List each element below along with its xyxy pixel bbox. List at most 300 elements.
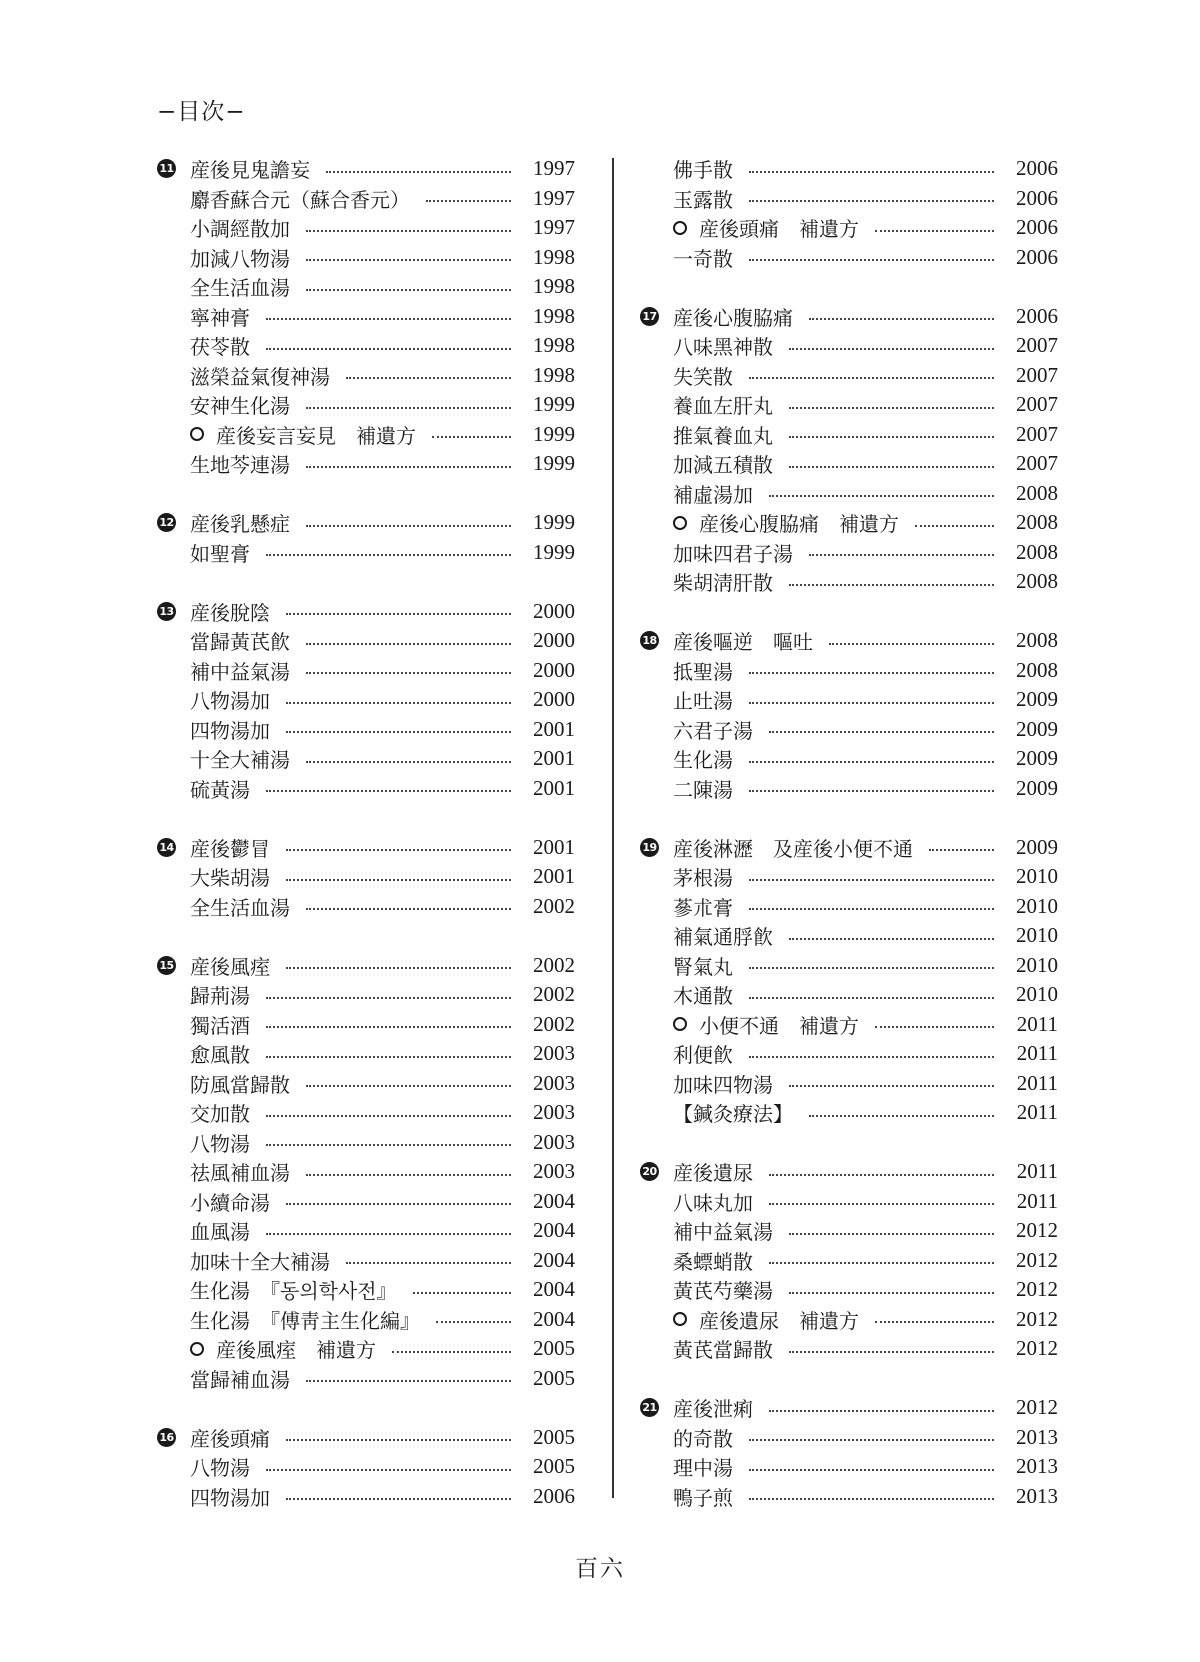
dot-leader: [915, 525, 994, 527]
entry-title: [673, 892, 733, 921]
dot-leader: [875, 1321, 994, 1323]
toc-entry-row: [157, 1246, 575, 1276]
dot-leader: [286, 1498, 511, 1500]
entry-title-text: 八味丸加: [673, 1190, 753, 1215]
entry-title-text: 止吐湯: [673, 689, 733, 714]
toc-entry-row: [157, 1216, 575, 1246]
entry-page-number: 2003: [533, 1100, 575, 1125]
section-number-icon: 14: [157, 838, 176, 857]
entry-title-text: 一奇散: [673, 246, 733, 271]
entry-title: [190, 715, 270, 744]
entry-page-number: 1998: [533, 362, 575, 387]
entry-page-number: 2010: [1016, 893, 1058, 918]
entry-title-text: 黃芪芍藥湯: [673, 1279, 773, 1304]
entry-title-text: 當歸補血湯: [190, 1367, 290, 1392]
entry-page-number: 2007: [1016, 362, 1058, 387]
toc-entry-row: [640, 1423, 1058, 1453]
open-circle-icon: [673, 1312, 687, 1326]
toc-section: [157, 597, 575, 804]
toc-entry-row: [157, 862, 575, 892]
entry-title: [673, 862, 733, 891]
toc-entry-row: [157, 1069, 575, 1099]
entry-title-text: 理中湯: [673, 1456, 733, 1481]
dot-leader: [266, 1115, 511, 1117]
entry-page-number: 2009: [1016, 687, 1058, 712]
toc-entry-row: [640, 420, 1058, 450]
entry-page-number: 2004: [533, 1277, 575, 1302]
entry-title-text: 推氣養血丸: [673, 423, 773, 448]
entry-title: [190, 361, 330, 390]
entry-page-number: 2003: [533, 1041, 575, 1066]
entry-title: [190, 184, 410, 213]
entry-title-text: 黃芪當歸散: [673, 1338, 773, 1363]
toc-entry-row: [157, 361, 575, 391]
toc-entry-row: [640, 862, 1058, 892]
toc-entry-row: [157, 184, 575, 214]
entry-page-number: 2013: [1016, 1424, 1058, 1449]
toc-entry-row: [640, 1098, 1058, 1128]
entry-title: [673, 508, 899, 537]
entry-title: [673, 538, 793, 567]
toc-heading-row: [640, 833, 1058, 863]
entry-title: [190, 1157, 290, 1186]
dot-leader: [306, 672, 511, 674]
entry-title-text: 四物湯加: [190, 1485, 270, 1510]
toc-entry-row: [640, 656, 1058, 686]
toc-entry-row: [157, 331, 575, 361]
entry-page-number: 2009: [1016, 746, 1058, 771]
dot-leader: [875, 230, 994, 232]
entry-title-text: 小便不通 補遺方: [699, 1013, 859, 1038]
toc-heading-row: [640, 626, 1058, 656]
entry-title: [190, 1039, 250, 1068]
entry-title: [190, 1452, 250, 1481]
dot-leader: [306, 466, 511, 468]
dot-leader: [829, 643, 994, 645]
entry-page-number: 1999: [533, 539, 575, 564]
toc-entry-row: [157, 243, 575, 273]
entry-page-number: 2002: [533, 982, 575, 1007]
entry-page-number: 2007: [1016, 392, 1058, 417]
toc-entry-row: [640, 567, 1058, 597]
entry-title-text: 補中益氣湯: [673, 1220, 773, 1245]
entry-page-number: 2011: [1016, 1041, 1058, 1066]
entry-page-number: 2009: [1016, 775, 1058, 800]
dot-leader: [426, 200, 511, 202]
toc-entry-row: [157, 213, 575, 243]
entry-title: [190, 1187, 270, 1216]
entry-page-number: 2011: [1016, 1159, 1058, 1184]
entry-title: [673, 921, 773, 950]
entry-marker: [157, 1428, 190, 1447]
dot-leader: [749, 377, 994, 379]
entry-marker: [157, 838, 190, 857]
entry-title-text: 産後泄痢: [673, 1397, 753, 1422]
entry-title-text: 利便飮: [673, 1043, 733, 1068]
toc-heading-row: [157, 833, 575, 863]
entry-title-text: 加減五積散: [673, 453, 773, 478]
entry-title: [190, 1010, 250, 1039]
dot-leader: [749, 171, 994, 173]
entry-title: [190, 685, 270, 714]
entry-title-text: 生地芩連湯: [190, 453, 290, 478]
entry-page-number: 2006: [1016, 244, 1058, 269]
toc-section: [640, 833, 1058, 1128]
toc-entry-row: [640, 1246, 1058, 1276]
entry-page-number: 1997: [533, 156, 575, 181]
entry-title-text: 加味四物湯: [673, 1072, 773, 1097]
entry-page-number: 2011: [1016, 1100, 1058, 1125]
toc-heading-row: [157, 1423, 575, 1453]
toc-heading-row: [640, 1393, 1058, 1423]
entry-title-text: 補氣通脬飮: [673, 925, 773, 950]
entry-title-text: 木通散: [673, 984, 733, 1009]
toc-entry-row: [157, 1157, 575, 1187]
entry-page-number: 2000: [533, 687, 575, 712]
dot-leader: [789, 407, 994, 409]
entry-title: [190, 302, 250, 331]
dot-leader: [749, 259, 994, 261]
entry-title-text: 産後淋瀝 及産後小便不通: [673, 836, 913, 861]
toc-entry-row: [640, 154, 1058, 184]
entry-page-number: 2005: [533, 1365, 575, 1390]
dot-leader: [266, 997, 511, 999]
entry-title-text: 大柴胡湯: [190, 866, 270, 891]
section-number-icon: 19: [640, 838, 659, 857]
entry-title: [190, 1364, 290, 1393]
entry-page-number: 2008: [1016, 510, 1058, 535]
toc-entry-row: [157, 420, 575, 450]
entry-title-text: 産後乳懸症: [190, 512, 290, 537]
entry-title: [673, 1482, 733, 1511]
section-number-icon: 12: [157, 513, 176, 532]
entry-page-number: 2012: [1016, 1336, 1058, 1361]
entry-page-number: 2006: [533, 1483, 575, 1508]
entry-title-text: 養血左肝丸: [673, 394, 773, 419]
dot-leader: [789, 1351, 994, 1353]
entry-marker: [640, 1162, 673, 1181]
entry-title: [673, 1187, 753, 1216]
entry-page-number: 2006: [1016, 185, 1058, 210]
entry-title-text: 産後妄言妄見 補遺方: [216, 423, 416, 448]
entry-title: [673, 154, 733, 183]
entry-title: [190, 243, 290, 272]
entry-page-number: 2005: [533, 1454, 575, 1479]
entry-title-text: 補中益氣湯: [190, 659, 290, 684]
toc-entry-row: [640, 184, 1058, 214]
entry-page-number: 2008: [1016, 539, 1058, 564]
entry-title-text: 八味黑神散: [673, 335, 773, 360]
toc-entry-row: [157, 1010, 575, 1040]
entry-page-number: 2008: [1016, 628, 1058, 653]
entry-title: [190, 980, 250, 1009]
entry-title-text: 蔘朮膏: [673, 895, 733, 920]
open-circle-icon: [673, 1017, 687, 1031]
entry-title-text: 生化湯 『동의학사전』: [190, 1279, 397, 1304]
dot-leader: [286, 702, 511, 704]
toc-section: [157, 951, 575, 1394]
dot-leader: [749, 672, 994, 674]
open-circle-icon: [673, 516, 687, 530]
dot-leader: [749, 761, 994, 763]
dot-leader: [306, 525, 511, 527]
toc-heading-row: [157, 951, 575, 981]
entry-title: [190, 951, 270, 980]
entry-title: [190, 744, 290, 773]
dot-leader: [306, 407, 511, 409]
dot-leader: [326, 171, 511, 173]
entry-title: [190, 1069, 290, 1098]
entry-title-text: 小續命湯: [190, 1190, 270, 1215]
dot-leader: [749, 997, 994, 999]
toc-entry-row: [157, 626, 575, 656]
entry-title-text: 祛風補血湯: [190, 1161, 290, 1186]
entry-title-text: 産後鬱冒: [190, 836, 270, 861]
entry-title-text: 的奇散: [673, 1426, 733, 1451]
entry-title: [673, 1069, 773, 1098]
toc-entry-row: [640, 951, 1058, 981]
dot-leader: [436, 1321, 511, 1323]
entry-page-number: 2009: [1016, 716, 1058, 741]
toc-entry-row: [640, 685, 1058, 715]
dot-leader: [286, 1203, 511, 1205]
entry-title-text: 産後遺尿: [673, 1161, 753, 1186]
entry-title: [190, 862, 270, 891]
toc-entry-row: [157, 1128, 575, 1158]
dot-leader: [749, 200, 994, 202]
entry-page-number: 2001: [533, 834, 575, 859]
dot-leader: [413, 1292, 511, 1294]
toc-entry-row: [640, 361, 1058, 391]
section-number-icon: 15: [157, 956, 176, 975]
section-number-icon: 13: [157, 602, 176, 621]
dot-leader: [266, 348, 511, 350]
toc-entry-row: [640, 479, 1058, 509]
entry-page-number: 2000: [533, 598, 575, 623]
entry-title: [190, 272, 290, 301]
dot-leader: [789, 1233, 994, 1235]
entry-title: [673, 184, 733, 213]
entry-page-number: 2001: [533, 746, 575, 771]
toc-entry-row: [640, 538, 1058, 568]
section-number-icon: 21: [640, 1398, 659, 1417]
entry-marker: [640, 838, 673, 857]
entry-title-text: 産後風痓: [190, 954, 270, 979]
toc-entry-row: [157, 390, 575, 420]
dot-leader: [809, 318, 994, 320]
dot-leader: [306, 1380, 511, 1382]
toc-heading-row: [640, 1157, 1058, 1187]
section-number-icon: 18: [640, 631, 659, 650]
entry-title: [673, 449, 773, 478]
entry-title-text: 抵聖湯: [673, 659, 733, 684]
dot-leader: [929, 849, 994, 851]
entry-title: [673, 1010, 859, 1039]
entry-title: [673, 1334, 773, 1363]
entry-page-number: 2011: [1016, 1011, 1058, 1036]
toc-entry-row: [640, 390, 1058, 420]
entry-title-text: 鴨子煎: [673, 1485, 733, 1510]
entry-title: [190, 597, 270, 626]
dot-leader: [286, 731, 511, 733]
toc-entry-row: [640, 1187, 1058, 1217]
entry-title-text: 十全大補湯: [190, 748, 290, 773]
entry-title-text: 二陳湯: [673, 777, 733, 802]
toc-section: [640, 626, 1058, 803]
entry-title: [190, 508, 290, 537]
toc-heading-row: [157, 154, 575, 184]
entry-page-number: 2006: [1016, 303, 1058, 328]
entry-title: [673, 420, 773, 449]
entry-page-number: 2004: [533, 1247, 575, 1272]
toc-section: [157, 1423, 575, 1512]
entry-title-text: 安神生化湯: [190, 394, 290, 419]
entry-title-text: 産後心腹脇痛 補遺方: [699, 512, 899, 537]
entry-page-number: 2008: [1016, 569, 1058, 594]
entry-page-number: 1997: [533, 185, 575, 210]
dot-leader: [749, 879, 994, 881]
toc-entry-row: [157, 1305, 575, 1335]
section-number-icon: 20: [640, 1162, 659, 1181]
entry-title: [673, 361, 733, 390]
toc-entry-row: [640, 1010, 1058, 1040]
dot-leader: [266, 1144, 511, 1146]
toc-entry-row: [640, 715, 1058, 745]
toc-column-left: [157, 154, 575, 1511]
dot-leader: [306, 289, 511, 291]
entry-title: [673, 715, 753, 744]
entry-title: [673, 213, 859, 242]
entry-marker: [157, 956, 190, 975]
dot-leader: [306, 230, 511, 232]
toc-entry-row: [640, 213, 1058, 243]
dot-leader: [266, 1026, 511, 1028]
toc-entry-row: [640, 980, 1058, 1010]
entry-title: [673, 1452, 733, 1481]
entry-marker: [640, 631, 673, 650]
dot-leader: [749, 1056, 994, 1058]
entry-title: [190, 331, 250, 360]
open-circle-icon: [190, 427, 204, 441]
entry-title: [190, 213, 290, 242]
entry-title-text: 全生活血湯: [190, 895, 290, 920]
toc-entry-row: [157, 774, 575, 804]
dot-leader: [789, 938, 994, 940]
entry-title-text: 加減八物湯: [190, 246, 290, 271]
entry-page-number: 2013: [1016, 1454, 1058, 1479]
entry-title: [673, 656, 733, 685]
entry-title-text: 産後脫陰: [190, 600, 270, 625]
entry-marker: [157, 159, 190, 178]
entry-page-number: 2001: [533, 716, 575, 741]
toc-entry-row: [640, 1482, 1058, 1512]
toc-entry-row: [640, 1069, 1058, 1099]
dot-leader: [306, 1174, 511, 1176]
entry-title-text: 産後嘔逆 嘔吐: [673, 630, 813, 655]
toc-entry-row: [640, 744, 1058, 774]
dot-leader: [346, 1262, 511, 1264]
entry-page-number: 2005: [533, 1336, 575, 1361]
toc-entry-row: [157, 715, 575, 745]
entry-title: [673, 331, 773, 360]
entry-title-text: 佛手散: [673, 158, 733, 183]
entry-page-number: 2011: [1016, 1188, 1058, 1213]
dot-leader: [286, 849, 511, 851]
dot-leader: [306, 761, 511, 763]
entry-title: [673, 1305, 859, 1334]
toc-entry-row: [157, 1098, 575, 1128]
entry-title: [673, 243, 733, 272]
entry-title-text: 腎氣丸: [673, 954, 733, 979]
entry-page-number: 1999: [533, 451, 575, 476]
entry-page-number: 2012: [1016, 1218, 1058, 1243]
entry-page-number: 1999: [533, 392, 575, 417]
entry-title-text: 六君子湯: [673, 718, 753, 743]
entry-title: [673, 1246, 753, 1275]
dot-leader: [809, 554, 994, 556]
entry-title-text: 桑螵蛸散: [673, 1249, 753, 1274]
entry-page-number: 2005: [533, 1424, 575, 1449]
entry-title-text: 【鍼灸療法】: [673, 1102, 793, 1127]
entry-title: [190, 1128, 250, 1157]
entry-page-number: 2004: [533, 1306, 575, 1331]
entry-title-text: 硫黃湯: [190, 777, 250, 802]
entry-title: [190, 390, 290, 419]
toc-section: [640, 302, 1058, 597]
toc-entry-row: [640, 449, 1058, 479]
dot-leader: [769, 495, 994, 497]
dot-leader: [306, 908, 511, 910]
entry-title: [673, 1275, 773, 1304]
entry-page-number: 2002: [533, 952, 575, 977]
entry-page-number: 1999: [533, 421, 575, 446]
dot-leader: [286, 1439, 511, 1441]
page-number: 百六: [575, 1556, 625, 1582]
entry-title: [673, 1423, 733, 1452]
entry-title-text: 愈風散: [190, 1043, 250, 1068]
section-number-icon: 16: [157, 1428, 176, 1447]
entry-title-text: 産後風痓 補遺方: [216, 1338, 376, 1363]
entry-marker: [640, 307, 673, 326]
entry-title: [673, 774, 733, 803]
entry-title: [673, 479, 753, 508]
entry-title-text: 防風當歸散: [190, 1072, 290, 1097]
entry-page-number: 2007: [1016, 333, 1058, 358]
entry-title-text: 茅根湯: [673, 866, 733, 891]
entry-title: [673, 626, 813, 655]
entry-title: [190, 420, 416, 449]
entry-page-number: 1998: [533, 244, 575, 269]
entry-page-number: 2001: [533, 775, 575, 800]
entry-title-text: 産後見鬼譫妄: [190, 158, 310, 183]
entry-page-number: 2004: [533, 1188, 575, 1213]
dot-leader: [266, 318, 511, 320]
entry-title: [673, 833, 913, 862]
entry-title: [190, 1246, 330, 1275]
dot-leader: [749, 790, 994, 792]
entry-title: [190, 774, 250, 803]
toc-entry-row: [640, 774, 1058, 804]
toc-entry-row: [157, 1452, 575, 1482]
entry-marker: [157, 602, 190, 621]
entry-title: [190, 1482, 270, 1511]
entry-title-text: 八物湯加: [190, 689, 270, 714]
entry-page-number: 1998: [533, 333, 575, 358]
entry-title-text: 産後心腹脇痛: [673, 305, 793, 330]
entry-title: [673, 1157, 753, 1186]
entry-page-number: 2006: [1016, 215, 1058, 240]
toc-entry-row: [157, 449, 575, 479]
